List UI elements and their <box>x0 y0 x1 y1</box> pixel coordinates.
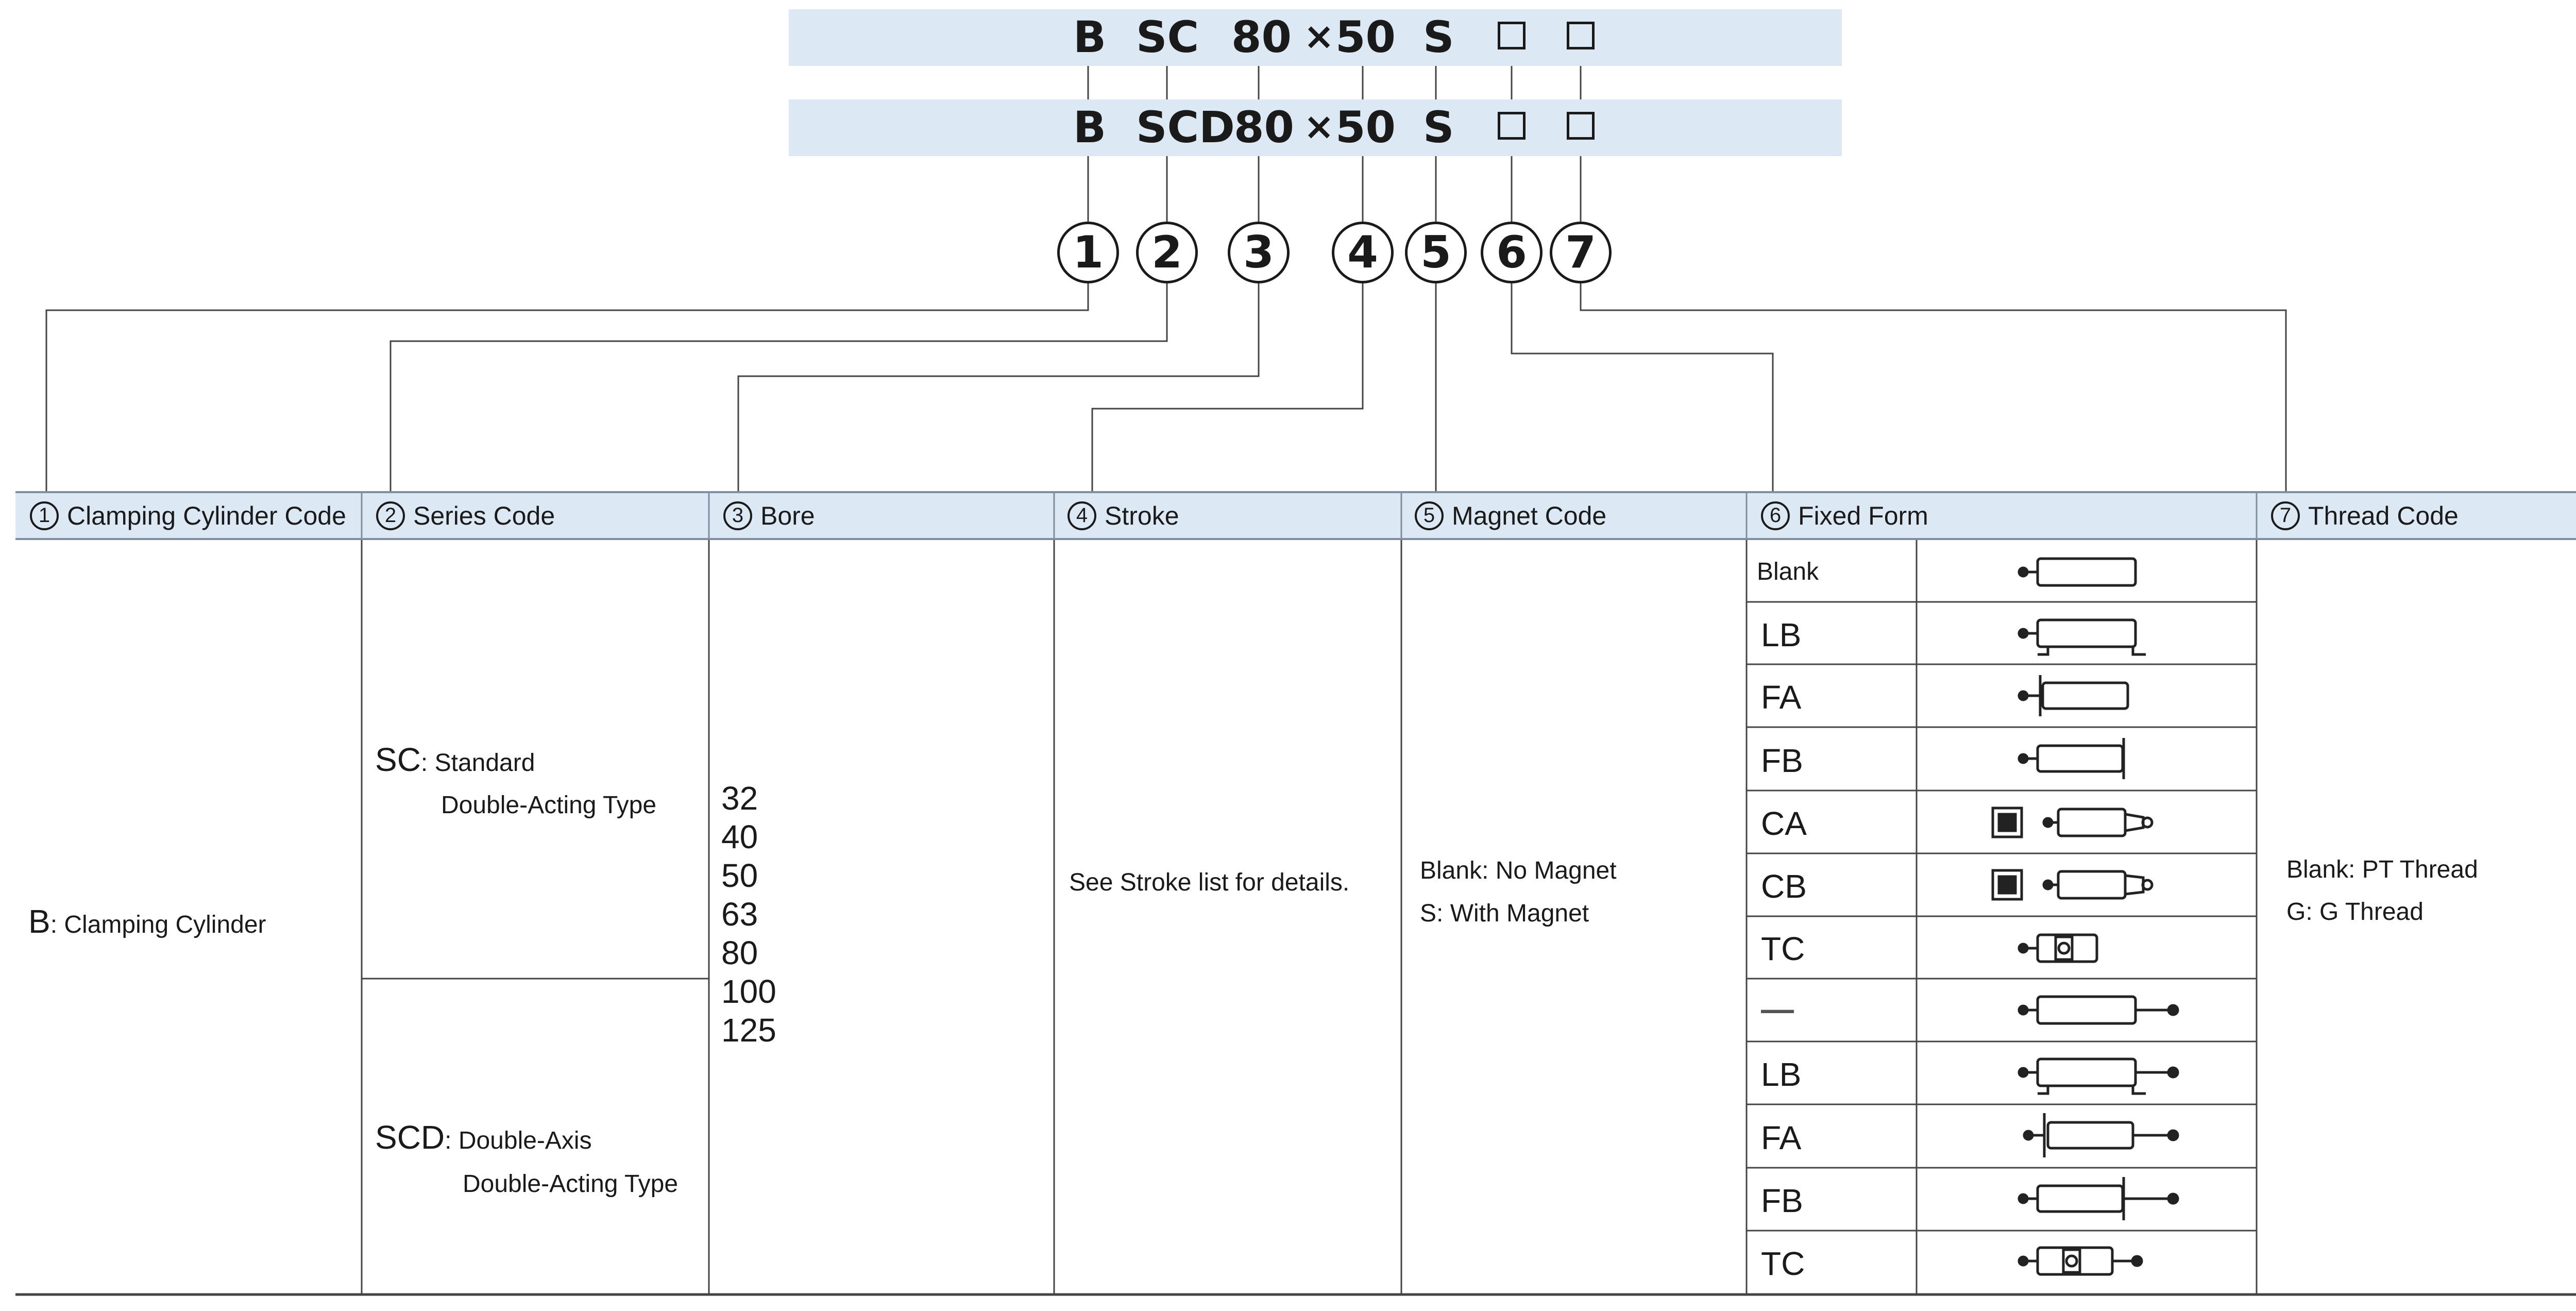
callout-circle-4: 4 <box>1332 222 1394 283</box>
header-label: Bore <box>760 501 815 530</box>
cylinder-double-clevis-icon <box>1993 870 2152 899</box>
bore-value: 125 <box>721 1012 776 1049</box>
fixed-form-label: LB <box>1761 1056 1802 1093</box>
stroke-note: See Stroke list for details. <box>1069 869 1350 896</box>
code-stroke: 50 <box>1335 12 1396 62</box>
clamping-code: B <box>28 903 50 940</box>
code-times: × <box>1303 14 1335 58</box>
fixed-form-label: Blank <box>1757 558 1819 585</box>
series-sep: : <box>420 749 428 777</box>
fixed-form-label: LB <box>1761 616 1802 653</box>
series-scd-line2: Double-Acting Type <box>463 1170 679 1198</box>
series-line1: Standard <box>434 749 535 777</box>
fixed-form-label: FB <box>1761 1182 1803 1219</box>
fixed-form-label: FA <box>1761 1119 1802 1156</box>
code-prefix: B <box>1073 102 1107 153</box>
header-number: 2 <box>376 501 405 530</box>
thread-option-blank: Blank: PT Thread <box>2286 856 2478 883</box>
fixed-form-label: TC <box>1761 930 1805 967</box>
header-number: 4 <box>1067 501 1096 530</box>
series-code: SC <box>375 741 421 778</box>
code-series: SC <box>1136 12 1199 62</box>
callout-circle-5: 5 <box>1405 222 1467 283</box>
header-label: Series Code <box>413 501 555 530</box>
magnet-option-s: S: With Magnet <box>1420 900 1589 927</box>
bore-value: 40 <box>721 818 758 855</box>
series-sep: : <box>445 1127 452 1154</box>
double-rod-foot-icon <box>2019 1059 2178 1094</box>
header-label: Thread Code <box>2308 501 2459 530</box>
code-bore: 80 <box>1234 102 1294 153</box>
header-number: 7 <box>2271 501 2300 530</box>
header-label: Fixed Form <box>1798 501 1928 530</box>
header-label: Magnet Code <box>1452 501 1607 530</box>
header-number: 3 <box>723 501 752 530</box>
bore-value: 80 <box>721 934 758 971</box>
code-magnet: S <box>1423 102 1454 153</box>
code-stroke: 50 <box>1335 102 1396 153</box>
clamping-desc: Clamping Cylinder <box>64 911 266 938</box>
series-line1: Double-Axis <box>458 1127 592 1154</box>
code-bore: 80 <box>1231 12 1292 62</box>
double-rod-rear-flange-icon <box>2019 1177 2178 1220</box>
bore-value: 100 <box>721 973 776 1010</box>
fixed-form-label: FB <box>1761 742 1803 779</box>
double-rod-front-flange-icon <box>2024 1113 2178 1157</box>
code-magnet: S <box>1423 12 1454 62</box>
code-prefix: B <box>1073 12 1107 62</box>
series-sc-line2: Double-Acting Type <box>441 792 657 819</box>
header-number: 5 <box>1415 501 1444 530</box>
clamping-sep: : <box>50 911 58 938</box>
header-label: Clamping Cylinder Code <box>67 501 346 530</box>
bore-value: 32 <box>721 780 758 817</box>
callout-circle-1: 1 <box>1057 222 1119 283</box>
code-series: SCD <box>1136 102 1235 153</box>
cylinder-trunnion-icon <box>2019 935 2097 962</box>
header-number: 6 <box>1761 501 1790 530</box>
callout-circle-6: 6 <box>1481 222 1543 283</box>
double-rod-basic-icon <box>2019 997 2178 1023</box>
fixed-form-label: TC <box>1761 1245 1805 1282</box>
double-rod-trunnion-icon <box>2019 1248 2142 1274</box>
fixed-form-label: FA <box>1761 679 1802 716</box>
fixed-form-label: — <box>1761 990 1794 1028</box>
thread-option-g: G: G Thread <box>2286 898 2424 926</box>
bore-value: 50 <box>721 857 758 894</box>
code-times: × <box>1303 105 1335 148</box>
header-label: Stroke <box>1105 501 1179 530</box>
magnet-option-blank: Blank: No Magnet <box>1420 857 1617 884</box>
cylinder-single-clevis-icon <box>1993 808 2152 837</box>
callout-circle-2: 2 <box>1136 222 1198 283</box>
callout-circle-7: 7 <box>1550 222 1612 283</box>
bore-value: 63 <box>721 896 758 933</box>
cylinder-rear-flange-icon <box>2019 738 2124 779</box>
cylinder-front-flange-icon <box>2019 675 2128 716</box>
cylinder-foot-icon <box>2019 620 2146 654</box>
fixed-form-label: CA <box>1761 805 1807 842</box>
fixed-form-label: CB <box>1761 868 1807 905</box>
callout-circle-3: 3 <box>1228 222 1290 283</box>
series-code: SCD <box>375 1119 445 1156</box>
cylinder-basic-icon <box>2019 559 2136 585</box>
header-number: 1 <box>30 501 59 530</box>
